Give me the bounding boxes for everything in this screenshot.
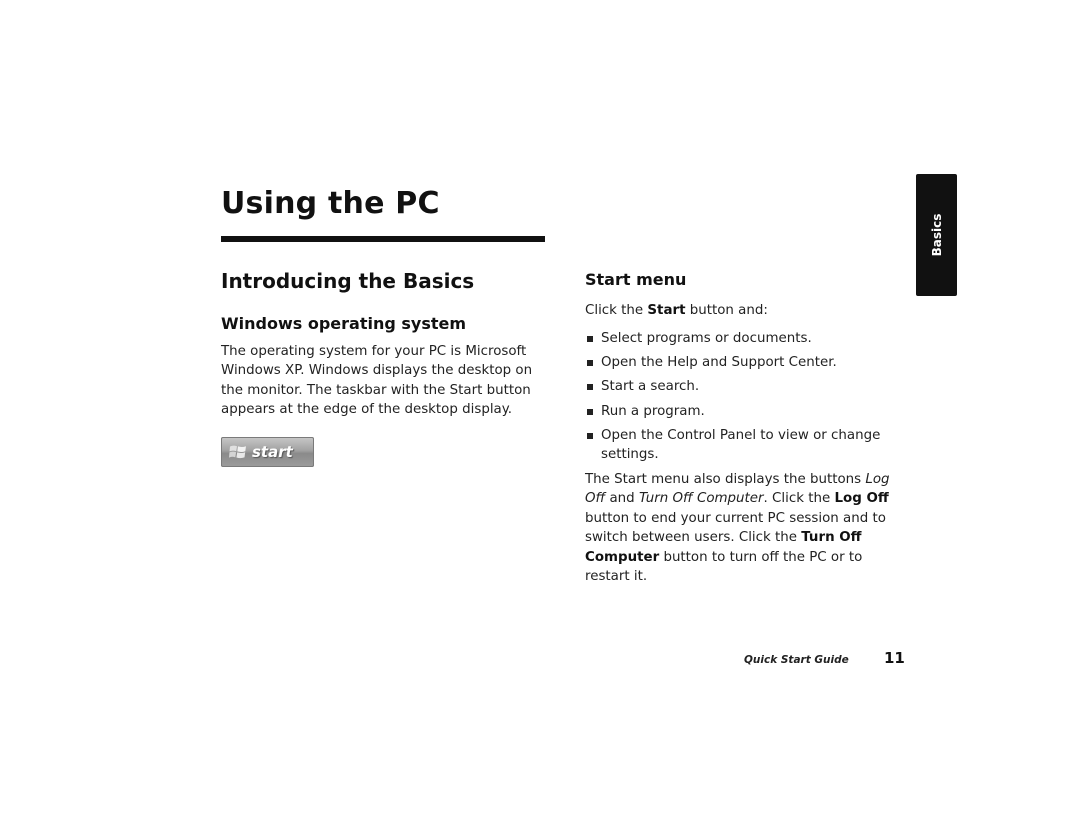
page-number: 11 [884, 649, 905, 667]
windows-body: The operating system for your PC is Microsoft Windows XP. Windows displays the desktop on the monitor. The taskbar with the Start button appears at the edge of the desktop display. [221, 344, 533, 418]
start-button-label: start [252, 443, 293, 461]
start-menu-closing: The Start menu also displays the buttons Log Off and Turn Off Computer. Click the Log Off button to end your current PC session and to switch between users. Click the Turn Off Computer button to turn off the PC or to restart it. [585, 472, 890, 585]
start-button-image [221, 437, 314, 467]
page-title: Using the PC [221, 186, 440, 221]
windows-heading: Windows operating system [221, 314, 467, 333]
side-tab-label: Basics [929, 213, 944, 257]
section-heading: Introducing the Basics [221, 269, 475, 293]
list-item: Open the Help and Support Center. [585, 353, 905, 372]
list-item: Run a program. [585, 402, 905, 421]
windows-logo-icon [229, 444, 247, 460]
footer-guide-title: Quick Start Guide [744, 654, 849, 666]
list-item: Select programs or documents. [585, 329, 905, 348]
section-side-tab [916, 174, 957, 296]
list-item: Open the Control Panel to view or change settings. [585, 426, 905, 465]
start-menu-intro: Click the Start button and: [585, 303, 768, 318]
start-menu-list [585, 329, 905, 469]
start-menu-heading: Start menu [585, 270, 687, 289]
title-divider [221, 236, 545, 242]
list-item: Start a search. [585, 377, 905, 396]
